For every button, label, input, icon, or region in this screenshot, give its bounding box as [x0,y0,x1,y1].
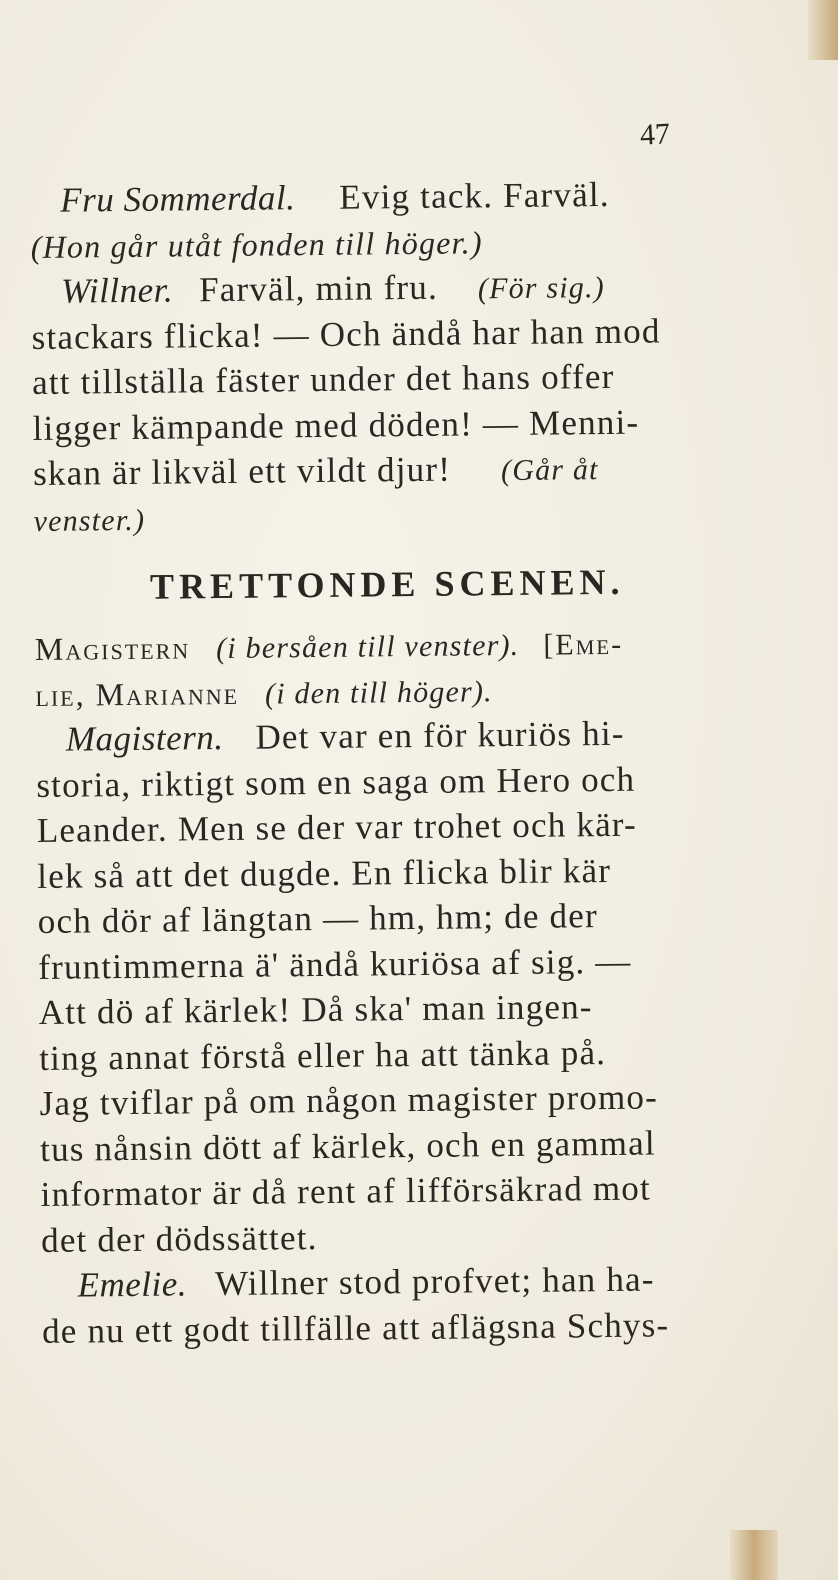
text-line [36,710,742,763]
text-line [31,262,737,315]
dialogue-text: och dör af längtan — hm, hm; de der [37,896,599,941]
dialogue-text: Evig tack. Farväl. [339,174,610,217]
dialogue-text: de nu ett godt tillfälle att aflägsna Schys- [41,1304,670,1351]
speaker-name: Magistern. [65,718,224,759]
dialogue-text: Farväl, min fru. [198,267,439,310]
stage-direction: (För sig.) [477,270,606,306]
text-line [41,1210,747,1263]
dialogue-text: Att dö af kärlek! Då ska' man ingen- [38,987,593,1032]
dialogue-text: Det var en för kuriös hi- [255,713,625,757]
text-line [39,1074,745,1127]
text-line [32,353,738,406]
speaker-name: Willner. [60,270,174,311]
stage-direction: (i bersåen till venster). [215,628,520,666]
text-line [31,307,737,360]
text-line [30,216,736,269]
text-line [38,892,744,945]
character-name: lie, Marianne [35,674,240,713]
text-line [30,171,736,224]
text-line [32,398,738,451]
dialogue-text: det der dödssättet. [40,1217,318,1260]
text-line [40,1165,746,1218]
stage-direction: (i den till höger). [264,674,493,711]
page-edge-top-right [808,0,838,60]
stage-direction: (Går åt [500,453,599,488]
dialogue-text: Jag tviflar på om någon magister promo- [39,1077,659,1123]
scene-heading: TRETTONDE SCENEN. [149,561,625,607]
text-line [36,755,742,808]
text-line [35,619,741,672]
speaker-name: Fru Sommerdal. [60,178,296,220]
text-line [33,489,739,542]
text-line [42,1301,748,1354]
text-line [39,983,745,1036]
page-edge-bottom-right [730,1530,778,1580]
dialogue-text: Leander. Men se der var trohet och kär- [36,804,638,850]
dialogue-text: skan är likväl ett vildt djur! [32,449,452,493]
text-line [39,1028,745,1081]
dialogue-text: tus nånsin dött af kärlek, och en gammal [39,1123,656,1169]
stage-direction: (Hon går utåt fonden till höger.) [30,223,483,265]
dialogue-text: ligger kämpande med döden! — Menni- [32,402,640,448]
dialogue-text: informator är då rent af lifförsäkrad mot [40,1168,652,1214]
dialogue-text: att tillställa fäster under det hans offer [31,356,615,402]
dialogue-text: lek så att det dugde. En flicka blir kär [37,850,612,896]
dialogue-text: storia, riktigt som en saga om Hero och [36,759,636,805]
text-line [37,846,743,899]
stage-direction: venster.) [33,503,146,538]
text-line [40,1119,746,1172]
dialogue-text: fruntimmerna ä' ändå kuriösa af sig. — [38,941,632,987]
speaker-name: Emelie. [77,1264,188,1305]
text-line [35,664,741,717]
page-text [30,171,748,1354]
character-name: Magistern [34,629,191,667]
character-name: [Eme- [543,627,624,662]
dialogue-text: Willner stod profvet; han ha- [214,1259,655,1304]
dialogue-text: stackars flicka! — Och ändå har han mod [31,310,661,357]
text-line [38,937,744,990]
page-number: 47 [639,117,671,152]
text-line [37,801,743,854]
text-line [41,1256,747,1309]
text-line [33,444,739,497]
dialogue-text: ting annat förstå eller ha att tänka på. [39,1032,607,1078]
